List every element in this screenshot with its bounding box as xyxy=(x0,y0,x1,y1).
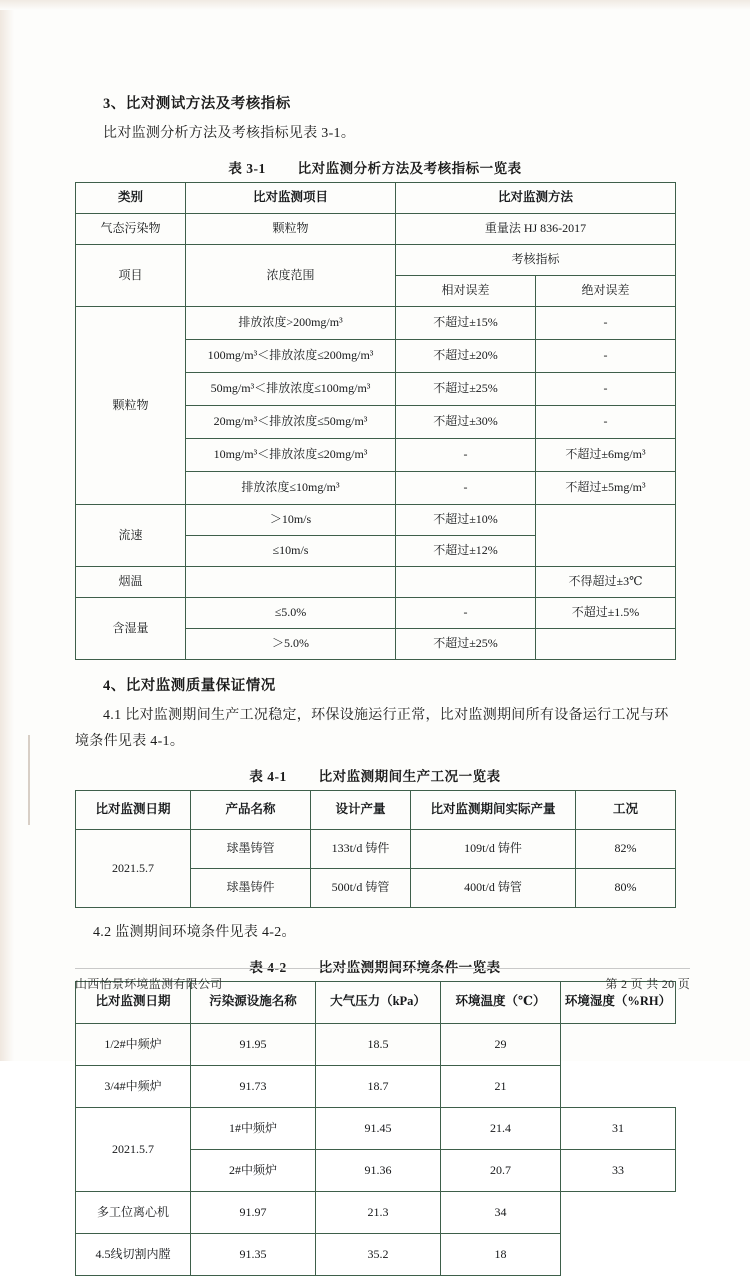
table-row xyxy=(76,1107,676,1149)
table-4-2-number: 表 4-2 xyxy=(249,959,287,975)
table-row xyxy=(76,1233,676,1275)
table-4-1-header-product: 产品名称 xyxy=(191,790,311,829)
table-3-1-relative: - xyxy=(396,438,536,471)
table-3-1-header-assessment: 考核指标 xyxy=(396,244,676,275)
table-4-1-caption xyxy=(75,765,675,785)
table-3-1-group-particulate: 颗粒物 xyxy=(76,306,186,504)
table-3-1-range: 50mg/m³＜排放浓度≤100mg/m³ xyxy=(186,372,396,405)
table-4-2-facility: 多工位离心机 xyxy=(76,1191,191,1233)
table-3-1-header-category: 类别 xyxy=(76,182,186,213)
table-row xyxy=(76,182,676,213)
table-3-1-gas-category: 气态污染物 xyxy=(76,213,186,244)
scan-edge-top xyxy=(0,0,750,10)
table-3-1 xyxy=(75,182,676,660)
table-4-2-pressure: 91.97 xyxy=(191,1191,316,1233)
table-4-2-caption xyxy=(75,956,675,976)
table-3-1-relative xyxy=(396,566,536,597)
table-3-1-range: 20mg/m³＜排放浓度≤50mg/m³ xyxy=(186,405,396,438)
table-3-1-absolute: - xyxy=(536,306,676,339)
table-4-2-temperature: 21.4 xyxy=(441,1107,561,1149)
table-4-1-actual: 400t/d 铸管 xyxy=(411,868,576,907)
table-3-1-range xyxy=(186,566,396,597)
table-4-1-header-design: 设计产量 xyxy=(311,790,411,829)
table-row xyxy=(76,829,676,868)
table-3-1-range: 100mg/m³＜排放浓度≤200mg/m³ xyxy=(186,339,396,372)
table-3-1-range: 排放浓度≤10mg/m³ xyxy=(186,471,396,504)
table-3-1-group-velocity: 流速 xyxy=(76,504,186,566)
table-4-2-pressure: 91.35 xyxy=(191,1233,316,1275)
table-4-1-number: 表 4-1 xyxy=(249,768,287,784)
table-4-2-humidity: 31 xyxy=(561,1107,676,1149)
table-3-1-absolute: 不超过±1.5% xyxy=(536,597,676,628)
table-4-2-humidity: 33 xyxy=(561,1149,676,1191)
table-3-1-absolute: 不超过±6mg/m³ xyxy=(536,438,676,471)
table-3-1-gas-item: 颗粒物 xyxy=(186,213,396,244)
table-3-1-relative: 不超过±15% xyxy=(396,306,536,339)
table-4-2-facility: 3/4#中频炉 xyxy=(76,1065,191,1107)
table-3-1-relative: - xyxy=(396,597,536,628)
table-4-2-humidity: 21 xyxy=(441,1065,561,1107)
table-4-1-title: 比对监测期间生产工况一览表 xyxy=(318,768,501,784)
table-3-1-group-moisture: 含湿量 xyxy=(76,597,186,659)
table-3-1-header-item: 比对监测项目 xyxy=(186,182,396,213)
table-3-1-absolute: - xyxy=(536,339,676,372)
table-4-2-humidity: 18 xyxy=(441,1233,561,1275)
table-4-2-pressure: 91.36 xyxy=(316,1149,441,1191)
table-4-1-design: 500t/d 铸管 xyxy=(311,868,411,907)
section-4-heading: 4、比对监测质量保证情况 xyxy=(103,677,276,694)
table-3-1-absolute xyxy=(536,504,676,566)
table-4-2-facility: 2#中频炉 xyxy=(191,1149,316,1191)
table-4-2 xyxy=(75,981,676,1276)
table-3-1-relative: 不超过±25% xyxy=(396,372,536,405)
table-4-2-title: 比对监测期间环境条件一览表 xyxy=(318,959,501,975)
table-3-1-relative: 不超过±25% xyxy=(396,628,536,659)
table-4-2-facility: 4.5线切割内膛 xyxy=(76,1233,191,1275)
footer-company: 山西怡景环境监测有限公司 xyxy=(75,977,223,991)
footer-page-number: 第 2 页 共 20 页 xyxy=(605,977,690,991)
footer-divider xyxy=(75,968,690,969)
scan-margin-mark xyxy=(28,735,30,825)
table-4-2-facility: 1/2#中频炉 xyxy=(76,1023,191,1065)
table-row xyxy=(76,504,676,535)
table-4-1-condition: 80% xyxy=(576,868,676,907)
table-4-2-header-humidity: 环境湿度（%RH） xyxy=(561,981,676,1023)
table-4-2-temperature: 35.2 xyxy=(316,1233,441,1275)
table-3-1-absolute: - xyxy=(536,372,676,405)
table-4-1-header-actual: 比对监测期间实际产量 xyxy=(411,790,576,829)
table-row xyxy=(76,1023,676,1065)
table-4-1-product: 球墨铸件 xyxy=(191,868,311,907)
table-3-1-header-absolute-error: 绝对误差 xyxy=(536,275,676,306)
table-3-1-relative: 不超过±12% xyxy=(396,535,536,566)
table-4-1 xyxy=(75,790,676,908)
table-3-1-absolute: 不得超过±3℃ xyxy=(536,566,676,597)
table-row xyxy=(76,306,676,339)
table-row xyxy=(76,597,676,628)
section-4-2-paragraph: 4.2 监测期间环境条件见表 4-2。 xyxy=(93,924,296,940)
table-3-1-group-temperature: 烟温 xyxy=(76,566,186,597)
table-4-1-header-condition: 工况 xyxy=(576,790,676,829)
table-4-2-date: 2021.5.7 xyxy=(76,1107,191,1191)
table-3-1-gas-method: 重量法 HJ 836-2017 xyxy=(396,213,676,244)
table-4-2-header-date: 比对监测日期 xyxy=(76,981,191,1023)
table-3-1-header-relative-error: 相对误差 xyxy=(396,275,536,306)
document-content xyxy=(75,92,675,1276)
table-3-1-relative: 不超过±10% xyxy=(396,504,536,535)
section-3-heading: 3、比对测试方法及考核指标 xyxy=(103,96,291,112)
table-4-2-temperature: 20.7 xyxy=(441,1149,561,1191)
table-4-2-temperature: 18.7 xyxy=(316,1065,441,1107)
page-footer xyxy=(75,975,690,992)
table-4-2-humidity: 29 xyxy=(441,1023,561,1065)
table-3-1-relative: 不超过±30% xyxy=(396,405,536,438)
table-4-2-pressure: 91.45 xyxy=(316,1107,441,1149)
table-4-2-facility: 1#中频炉 xyxy=(191,1107,316,1149)
table-3-1-absolute: 不超过±5mg/m³ xyxy=(536,471,676,504)
table-4-1-design: 133t/d 铸件 xyxy=(311,829,411,868)
table-row xyxy=(76,790,676,829)
table-4-1-condition: 82% xyxy=(576,829,676,868)
table-4-1-header-date: 比对监测日期 xyxy=(76,790,191,829)
table-4-2-header-pressure: 大气压力（kPa） xyxy=(316,981,441,1023)
table-row xyxy=(76,566,676,597)
table-3-1-range: ＞5.0% xyxy=(186,628,396,659)
table-4-1-date: 2021.5.7 xyxy=(76,829,191,907)
table-4-2-pressure: 91.95 xyxy=(191,1023,316,1065)
table-4-1-product: 球墨铸管 xyxy=(191,829,311,868)
table-3-1-range: ≤10m/s xyxy=(186,535,396,566)
table-4-2-humidity: 34 xyxy=(441,1191,561,1233)
section-3-paragraph: 比对监测分析方法及考核指标见表 3-1。 xyxy=(103,126,356,141)
table-3-1-title: 比对监测分析方法及考核指标一览表 xyxy=(297,160,522,176)
table-3-1-caption xyxy=(75,157,675,177)
table-4-2-header-temperature: 环境温度（℃） xyxy=(441,981,561,1023)
table-4-2-temperature: 18.5 xyxy=(316,1023,441,1065)
table-3-1-range: ≤5.0% xyxy=(186,597,396,628)
table-3-1-absolute xyxy=(536,628,676,659)
table-row xyxy=(76,1191,676,1233)
table-3-1-relative: 不超过±20% xyxy=(396,339,536,372)
table-3-1-absolute: - xyxy=(536,405,676,438)
table-3-1-relative: - xyxy=(396,471,536,504)
table-3-1-range: 10mg/m³＜排放浓度≤20mg/m³ xyxy=(186,438,396,471)
table-3-1-header-range: 浓度范围 xyxy=(186,244,396,306)
table-3-1-header-method: 比对监测方法 xyxy=(396,182,676,213)
table-4-2-temperature: 21.3 xyxy=(316,1191,441,1233)
table-row xyxy=(76,1065,676,1107)
table-4-1-actual: 109t/d 铸件 xyxy=(411,829,576,868)
table-3-1-range: ＞10m/s xyxy=(186,504,396,535)
scan-edge-left xyxy=(0,0,14,1061)
table-4-2-pressure: 91.73 xyxy=(191,1065,316,1107)
table-3-1-number: 表 3-1 xyxy=(228,160,266,176)
section-4-1-paragraph: 4.1 比对监测期间生产工况稳定，环保设施运行正常，比对监测期间所有设备运行工况与环境条件见表 4-1。 xyxy=(75,707,669,749)
table-3-1-range: 排放浓度>200mg/m³ xyxy=(186,306,396,339)
table-row xyxy=(76,244,676,275)
table-3-1-header-project: 项目 xyxy=(76,244,186,306)
table-4-2-header-facility: 污染源设施名称 xyxy=(191,981,316,1023)
table-row xyxy=(76,213,676,244)
